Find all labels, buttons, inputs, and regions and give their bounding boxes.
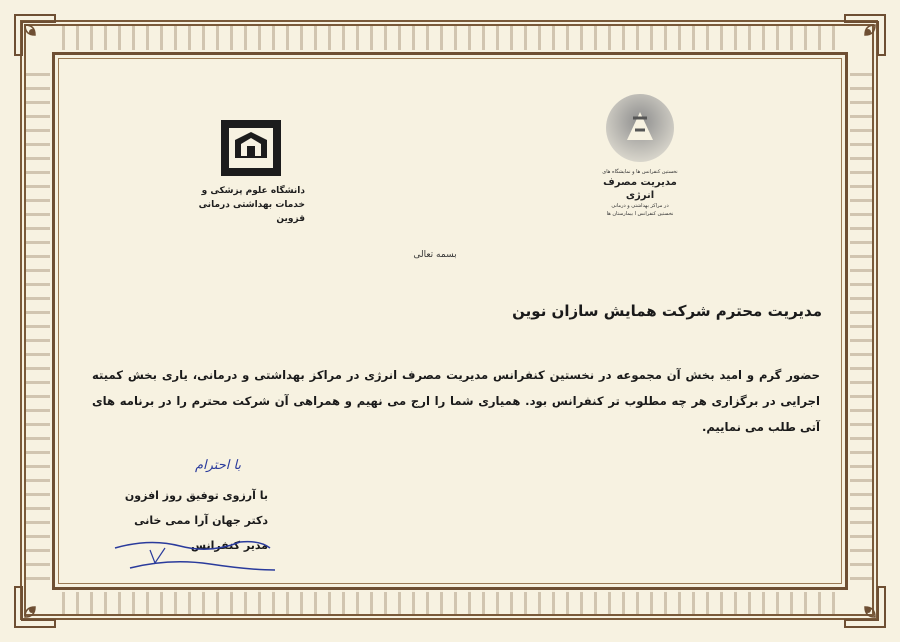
signature-icon bbox=[110, 528, 280, 578]
university-logo bbox=[195, 118, 305, 226]
conference-title: مدیریت مصرف انرژی bbox=[603, 177, 677, 201]
addressee: مدیریت محترم شرکت همایش سازان نوین bbox=[512, 302, 822, 320]
signer-title: مدیر کنفرانس bbox=[190, 539, 268, 552]
signer-name: دکتر جهان آرا ممی خانی bbox=[134, 514, 268, 527]
corner-ornament-icon bbox=[840, 582, 890, 632]
conference-line-2: در مراکز بهداشتی و درمانی bbox=[611, 203, 669, 209]
corner-ornament-icon bbox=[840, 10, 890, 60]
conference-logo bbox=[590, 90, 690, 218]
letter-body bbox=[92, 362, 820, 440]
conference-emblem-icon bbox=[597, 90, 683, 168]
body-line-2: کمیته اجرایی در برگزاری هر چه مطلوب تر کنفرانس بود. همیاری شما را ارج می نهیم و همراهی آن شرکت محترم را در bbox=[92, 368, 820, 408]
university-emblem-icon bbox=[219, 118, 283, 178]
university-name-line-2: خدمات بهداشتی درمانی bbox=[198, 200, 305, 210]
bismillah-heading: بسمه تعالی bbox=[413, 250, 457, 260]
closing-wish: با آرزوی توفیق روز افزون bbox=[124, 489, 268, 502]
body-line-1: حضور گرم و امید بخش آن مجموعه در نخستین کنفرانس مدیریت مصرف انرژی در مراکز بهداشتی و درمانی، یاری بخش bbox=[127, 368, 820, 382]
conference-line-3: نخستین کنفرانس ا بیمارستان ها bbox=[606, 211, 674, 217]
conference-subtitle: نخستین کنفرانس ها و نمایشگاه های bbox=[602, 169, 678, 175]
body-line-3: برنامه های آتی طلب می نماییم. bbox=[92, 394, 820, 434]
university-name-line-3: قزوین bbox=[276, 214, 305, 224]
university-name-line-1: دانشگاه علوم پزشکی و bbox=[201, 186, 305, 196]
corner-ornament-icon bbox=[10, 10, 60, 60]
handwritten-note: با احترام bbox=[194, 458, 242, 473]
corner-ornament-icon bbox=[10, 582, 60, 632]
